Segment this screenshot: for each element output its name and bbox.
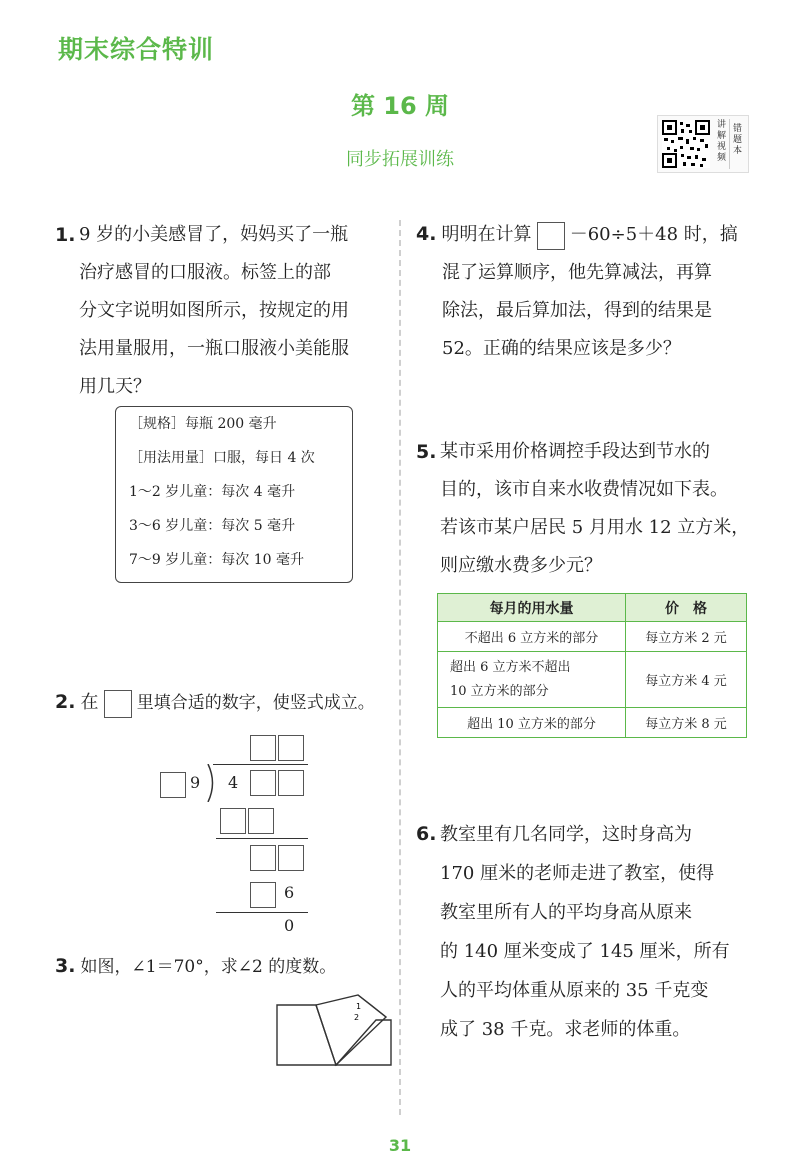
question-text: 如图，∠1＝70°，求∠2 的度数。: [80, 957, 337, 977]
divisor-digit: 9: [190, 773, 201, 792]
page-number: 31: [388, 1136, 412, 1155]
question-text: 混了运算顺序，他先算减法，再算 除法，最后算加法，得到的结果是 52。正确的结果应该是多少？: [442, 262, 712, 359]
header-usage: 每月的用水量: [438, 594, 626, 622]
question-3: [55, 948, 400, 986]
water-fee-table: [437, 593, 747, 738]
unknown-box[interactable]: [537, 222, 565, 250]
question-4: [416, 216, 756, 368]
usage-cell: 超出 6 立方米不超出 10 立方米的部分: [438, 652, 626, 708]
division-bar: [213, 764, 308, 765]
price-cell: 每立方米 2 元: [626, 622, 747, 652]
medicine-label: ［规格］每瓶 200 毫升 ［用法用量］口服，每日 4 次 1～2 岁儿童：每次 4 毫升 3～6 岁儿童：每次 5 毫升 7～9 岁儿童：每次 10 毫升: [115, 406, 353, 583]
folded-paper-figure: [276, 992, 396, 1067]
quotient-box-1[interactable]: [250, 735, 276, 761]
price-cell: 每立方米 4 元: [626, 652, 747, 708]
page-subtitle: 同步拓展训练: [346, 149, 454, 170]
question-first-line: [416, 216, 756, 254]
qr-video-label: 讲解视频: [716, 120, 726, 163]
table-row: [438, 652, 747, 708]
usage-cell: 不超出 6 立方米的部分: [438, 622, 626, 652]
header-price: 价 格: [626, 594, 747, 622]
divisor-box[interactable]: [160, 772, 186, 798]
dividend-box-2[interactable]: [278, 770, 304, 796]
product-box-2[interactable]: [248, 808, 274, 834]
division-bracket: [204, 764, 218, 802]
question-number: 6.: [416, 823, 437, 845]
qr-error-book-label: 错题本: [732, 124, 742, 156]
question-number: 5.: [416, 441, 437, 463]
price-cell: 每立方米 8 元: [626, 708, 747, 738]
second-product-box[interactable]: [250, 882, 276, 908]
question-text-post: 里填合适的数字，使竖式成立。: [136, 693, 375, 713]
question-number: 1.: [55, 224, 76, 246]
question-text: 某市采用价格调控手段达到节水的 目的，该市自来水收费情况如下表。 若该市某户居民 5 月用水 12 立方米， 则应缴水费多少元？: [440, 441, 750, 576]
question-2: [55, 684, 400, 722]
angle-1-label: 1: [356, 1002, 362, 1011]
final-remainder: 0: [284, 916, 295, 935]
qr-code-panel[interactable]: [657, 115, 749, 173]
dividend-digit: 4: [228, 773, 239, 792]
table-row: [438, 708, 747, 738]
question-number: 4.: [416, 223, 437, 245]
question-text-post: －60÷5＋48 时，搞: [569, 224, 738, 245]
answer-box-sample: [104, 690, 132, 718]
subtraction-line-2: [216, 912, 308, 913]
question-text: 教室里有几名同学，这时身高为 170 厘米的老师走进了教室，使得 教室里所有人的平均身高从原来 的 140 厘米变成了 145 厘米，所有 人的平均体重从原来的 35 千克变 成了 38 千克。求老师的体重。: [440, 824, 730, 1040]
remainder-box-2[interactable]: [278, 845, 304, 871]
table-header-row: [438, 594, 747, 622]
usage-cell: 超出 10 立方米的部分: [438, 708, 626, 738]
question-text: 9 岁的小美感冒了，妈妈买了一瓶 治疗感冒的口服液。标签上的部 分文字说明如图所示，按规定的用 法用量服用，一瓶口服液小美能服 用几天？: [79, 224, 349, 397]
series-title: 期末综合特训: [58, 35, 215, 64]
question-text-pre: 在: [80, 692, 99, 713]
long-division: [158, 730, 318, 940]
question-number: 2.: [55, 691, 76, 713]
quotient-box-2[interactable]: [278, 735, 304, 761]
product-box-1[interactable]: [220, 808, 246, 834]
subtraction-line-1: [216, 838, 308, 839]
qr-code-icon[interactable]: [662, 120, 710, 168]
table-row: [438, 622, 747, 652]
qr-divider: [729, 119, 730, 169]
second-product-digit: 6: [284, 883, 295, 902]
angle-2-label: 2: [354, 1013, 360, 1022]
dividend-box-1[interactable]: [250, 770, 276, 796]
question-text-pre: 明明在计算: [441, 224, 532, 245]
question-number: 3.: [55, 955, 76, 977]
remainder-box-1[interactable]: [250, 845, 276, 871]
week-title: 第 16 周: [350, 92, 450, 120]
